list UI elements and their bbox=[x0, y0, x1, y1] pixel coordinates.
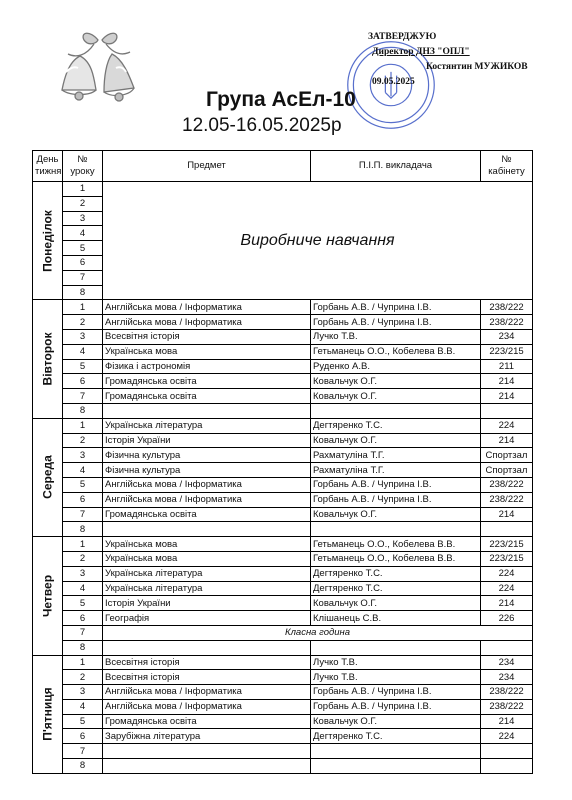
room-cell: 224 bbox=[481, 418, 533, 433]
subject-cell: Фізика і астрономія bbox=[103, 359, 311, 374]
lesson-number: 6 bbox=[63, 729, 103, 744]
table-row bbox=[33, 492, 533, 507]
room-cell: Спортзал bbox=[481, 448, 533, 463]
day-name: Понеділок bbox=[40, 209, 54, 272]
approval-block bbox=[368, 30, 568, 90]
lesson-number: 4 bbox=[63, 581, 103, 596]
schedule-table bbox=[32, 150, 533, 774]
day-name: П'ятниця bbox=[40, 687, 54, 741]
lesson-number: 5 bbox=[63, 241, 103, 256]
table-row bbox=[33, 640, 533, 655]
table-row bbox=[33, 359, 533, 374]
subject-cell: Українська мова bbox=[103, 344, 311, 359]
lesson-number: 2 bbox=[63, 670, 103, 685]
teacher-cell: Горбань А.В. / Чуприна І.В. bbox=[311, 477, 481, 492]
teacher-cell: Дегтяренко Т.С. bbox=[311, 729, 481, 744]
teacher-cell: Рахматуліна Т.Г. bbox=[311, 463, 481, 478]
subject-cell: Українська література bbox=[103, 566, 311, 581]
room-cell bbox=[481, 403, 533, 418]
subject-cell: Громадянська освіта bbox=[103, 389, 311, 404]
lesson-number: 3 bbox=[63, 329, 103, 344]
lesson-number: 1 bbox=[63, 655, 103, 670]
lesson-number: 4 bbox=[63, 699, 103, 714]
subject-cell: Громадянська освіта bbox=[103, 374, 311, 389]
subject-cell bbox=[103, 522, 311, 537]
day-cell bbox=[33, 537, 63, 655]
table-row bbox=[33, 655, 533, 670]
table-row bbox=[33, 522, 533, 537]
lesson-number: 6 bbox=[63, 492, 103, 507]
approval-position: Директор ДНЗ "ОПЛ" bbox=[372, 47, 470, 57]
table-row bbox=[33, 596, 533, 611]
approval-date: 09.05.2025 bbox=[372, 77, 415, 87]
subject-cell bbox=[103, 744, 311, 759]
lesson-number: 2 bbox=[63, 433, 103, 448]
table-row bbox=[33, 344, 533, 359]
teacher-cell bbox=[311, 522, 481, 537]
teacher-cell bbox=[311, 744, 481, 759]
subject-cell: Фізична культура bbox=[103, 448, 311, 463]
subject-cell: Громадянська освіта bbox=[103, 714, 311, 729]
subject-cell: Англійська мова / Інформатика bbox=[103, 492, 311, 507]
room-cell: 234 bbox=[481, 329, 533, 344]
header-row bbox=[33, 151, 533, 182]
subject-cell: Всесвітня історія bbox=[103, 670, 311, 685]
table-row bbox=[33, 403, 533, 418]
room-cell: 214 bbox=[481, 374, 533, 389]
day-cell bbox=[33, 300, 63, 418]
lesson-number: 8 bbox=[63, 285, 103, 300]
lesson-number: 7 bbox=[63, 389, 103, 404]
table-row bbox=[33, 581, 533, 596]
teacher-cell: Клішанець С.В. bbox=[311, 611, 481, 626]
room-cell: 223/215 bbox=[481, 344, 533, 359]
teacher-cell: Ковальчук О.Г. bbox=[311, 374, 481, 389]
subject-cell: Історія України bbox=[103, 433, 311, 448]
subject-cell: Українська мова bbox=[103, 537, 311, 552]
teacher-cell: Ковальчук О.Г. bbox=[311, 507, 481, 522]
lesson-number: 7 bbox=[63, 744, 103, 759]
teacher-cell: Горбань А.В. / Чуприна І.В. bbox=[311, 685, 481, 700]
table-row bbox=[33, 477, 533, 492]
room-cell: 214 bbox=[481, 389, 533, 404]
room-cell: 214 bbox=[481, 714, 533, 729]
table-row bbox=[33, 507, 533, 522]
lesson-number: 6 bbox=[63, 374, 103, 389]
room-cell: 223/215 bbox=[481, 551, 533, 566]
table-row bbox=[33, 625, 533, 640]
day-cell bbox=[33, 418, 63, 536]
class-hour: Класна година bbox=[103, 625, 533, 640]
teacher-cell: Лучко Т.В. bbox=[311, 670, 481, 685]
table-row bbox=[33, 551, 533, 566]
lesson-number: 8 bbox=[63, 640, 103, 655]
teacher-cell bbox=[311, 403, 481, 418]
production-training: Виробниче навчання bbox=[103, 182, 533, 300]
lesson-number: 1 bbox=[63, 182, 103, 197]
room-cell bbox=[481, 744, 533, 759]
subject-cell: Фізична культура bbox=[103, 463, 311, 478]
subject-cell bbox=[103, 403, 311, 418]
lesson-number: 1 bbox=[63, 537, 103, 552]
room-cell: 214 bbox=[481, 433, 533, 448]
room-cell: 226 bbox=[481, 611, 533, 626]
table-row bbox=[33, 418, 533, 433]
lesson-number: 4 bbox=[63, 344, 103, 359]
table-row bbox=[33, 448, 533, 463]
subject-cell: Англійська мова / Інформатика bbox=[103, 315, 311, 330]
table-row bbox=[33, 182, 533, 197]
lesson-number: 6 bbox=[63, 255, 103, 270]
teacher-cell bbox=[311, 640, 481, 655]
lesson-number: 3 bbox=[63, 211, 103, 226]
teacher-cell bbox=[311, 759, 481, 774]
teacher-cell: Гетьманець О.О., Кобелева В.В. bbox=[311, 344, 481, 359]
bells-icon bbox=[50, 28, 150, 120]
lesson-number: 3 bbox=[63, 685, 103, 700]
subject-cell bbox=[103, 640, 311, 655]
subject-cell: Українська література bbox=[103, 418, 311, 433]
table-row bbox=[33, 463, 533, 478]
teacher-cell: Рахматуліна Т.Г. bbox=[311, 448, 481, 463]
teacher-cell: Лучко Т.В. bbox=[311, 655, 481, 670]
teacher-cell: Гетьманець О.О., Кобелева В.В. bbox=[311, 551, 481, 566]
lesson-number: 1 bbox=[63, 300, 103, 315]
table-row bbox=[33, 566, 533, 581]
header-lesson: № уроку bbox=[63, 151, 103, 182]
day-name: Четвер bbox=[40, 574, 54, 617]
teacher-cell: Ковальчук О.Г. bbox=[311, 389, 481, 404]
date-range: 12.05-16.05.2025р bbox=[182, 115, 342, 136]
day-cell bbox=[33, 182, 63, 300]
table-row bbox=[33, 670, 533, 685]
schedule-body bbox=[33, 182, 533, 774]
lesson-number: 5 bbox=[63, 477, 103, 492]
room-cell: 223/215 bbox=[481, 537, 533, 552]
lesson-number: 8 bbox=[63, 522, 103, 537]
room-cell bbox=[481, 522, 533, 537]
lesson-number: 7 bbox=[63, 270, 103, 285]
room-cell: 211 bbox=[481, 359, 533, 374]
teacher-cell: Лучко Т.В. bbox=[311, 329, 481, 344]
lesson-number: 6 bbox=[63, 611, 103, 626]
room-cell: 238/222 bbox=[481, 315, 533, 330]
teacher-cell: Ковальчук О.Г. bbox=[311, 596, 481, 611]
lesson-number: 3 bbox=[63, 566, 103, 581]
table-row bbox=[33, 714, 533, 729]
room-cell: 238/222 bbox=[481, 699, 533, 714]
teacher-cell: Дегтяренко Т.С. bbox=[311, 418, 481, 433]
teacher-cell: Ковальчук О.Г. bbox=[311, 714, 481, 729]
header-subject: Предмет bbox=[103, 151, 311, 182]
subject-cell: Зарубіжна література bbox=[103, 729, 311, 744]
room-cell: Спортзал bbox=[481, 463, 533, 478]
table-row bbox=[33, 300, 533, 315]
teacher-cell: Ковальчук О.Г. bbox=[311, 433, 481, 448]
table-row bbox=[33, 374, 533, 389]
subject-cell: Історія України bbox=[103, 596, 311, 611]
teacher-cell: Руденко А.В. bbox=[311, 359, 481, 374]
room-cell bbox=[481, 759, 533, 774]
room-cell: 238/222 bbox=[481, 477, 533, 492]
table-row bbox=[33, 699, 533, 714]
table-row bbox=[33, 389, 533, 404]
teacher-cell: Дегтяренко Т.С. bbox=[311, 566, 481, 581]
subject-cell: Українська мова bbox=[103, 551, 311, 566]
lesson-number: 8 bbox=[63, 759, 103, 774]
teacher-cell: Дегтяренко Т.С. bbox=[311, 581, 481, 596]
room-cell: 224 bbox=[481, 566, 533, 581]
group-title: Група АсЕл-10 bbox=[206, 88, 356, 111]
subject-cell: Географія bbox=[103, 611, 311, 626]
subject-cell: Англійська мова / Інформатика bbox=[103, 477, 311, 492]
subject-cell: Громадянська освіта bbox=[103, 507, 311, 522]
day-name: Середа bbox=[40, 455, 54, 500]
room-cell bbox=[481, 640, 533, 655]
lesson-number: 4 bbox=[63, 226, 103, 241]
room-cell: 224 bbox=[481, 581, 533, 596]
lesson-number: 1 bbox=[63, 418, 103, 433]
subject-cell: Всесвітня історія bbox=[103, 329, 311, 344]
lesson-number: 5 bbox=[63, 596, 103, 611]
teacher-cell: Горбань А.В. / Чуприна І.В. bbox=[311, 699, 481, 714]
subject-cell: Англійська мова / Інформатика bbox=[103, 699, 311, 714]
room-cell: 238/222 bbox=[481, 685, 533, 700]
lesson-number: 5 bbox=[63, 359, 103, 374]
room-cell: 238/222 bbox=[481, 300, 533, 315]
approval-title: ЗАТВЕРДЖУЮ bbox=[368, 32, 437, 42]
teacher-cell: Горбань А.В. / Чуприна І.В. bbox=[311, 315, 481, 330]
table-row bbox=[33, 744, 533, 759]
subject-cell: Українська література bbox=[103, 581, 311, 596]
table-row bbox=[33, 611, 533, 626]
subject-cell: Англійська мова / Інформатика bbox=[103, 685, 311, 700]
lesson-number: 4 bbox=[63, 463, 103, 478]
subject-cell bbox=[103, 759, 311, 774]
table-row bbox=[33, 315, 533, 330]
subject-cell: Всесвітня історія bbox=[103, 655, 311, 670]
header-teacher: П.І.П. викладача bbox=[311, 151, 481, 182]
room-cell: 234 bbox=[481, 670, 533, 685]
room-cell: 224 bbox=[481, 729, 533, 744]
day-name: Вівторок bbox=[40, 332, 54, 386]
room-cell: 238/222 bbox=[481, 492, 533, 507]
lesson-number: 5 bbox=[63, 714, 103, 729]
lesson-number: 7 bbox=[63, 507, 103, 522]
subject-cell: Англійська мова / Інформатика bbox=[103, 300, 311, 315]
table-row bbox=[33, 329, 533, 344]
table-row bbox=[33, 685, 533, 700]
day-cell bbox=[33, 655, 63, 773]
lesson-number: 8 bbox=[63, 403, 103, 418]
room-cell: 214 bbox=[481, 507, 533, 522]
lesson-number: 2 bbox=[63, 315, 103, 330]
lesson-number: 3 bbox=[63, 448, 103, 463]
teacher-cell: Гетьманець О.О., Кобелева В.В. bbox=[311, 537, 481, 552]
table-row bbox=[33, 433, 533, 448]
header-day: День тижня bbox=[33, 151, 63, 182]
lesson-number: 2 bbox=[63, 196, 103, 211]
approval-signer: Костянтин МУЖИКОВ bbox=[426, 62, 528, 72]
lesson-number: 2 bbox=[63, 551, 103, 566]
header-room: № кабінету bbox=[481, 151, 533, 182]
lesson-number: 7 bbox=[63, 625, 103, 640]
teacher-cell: Горбань А.В. / Чуприна І.В. bbox=[311, 300, 481, 315]
teacher-cell: Горбань А.В. / Чуприна І.В. bbox=[311, 492, 481, 507]
table-row bbox=[33, 759, 533, 774]
room-cell: 214 bbox=[481, 596, 533, 611]
room-cell: 234 bbox=[481, 655, 533, 670]
table-row bbox=[33, 729, 533, 744]
table-row bbox=[33, 537, 533, 552]
